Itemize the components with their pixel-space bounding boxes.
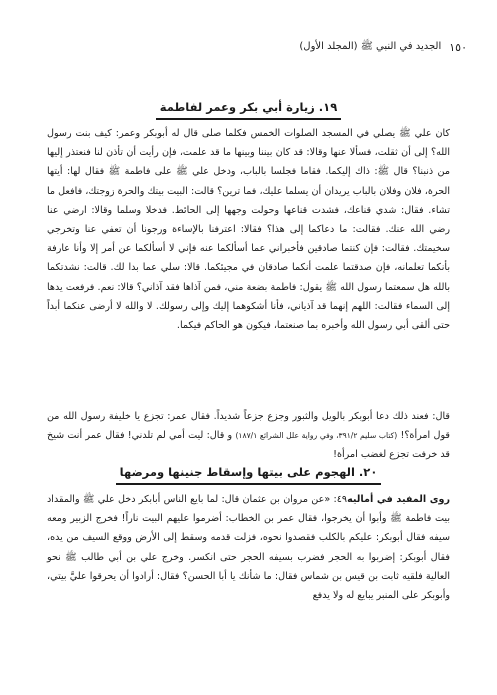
running-title: الجديد في النبي ﷺ (المجلد الأول) — [299, 41, 442, 52]
body-paragraph-conclusion — [47, 407, 450, 465]
section-title: ٢٠. الهجوم على بيتها وإسقاط جنينها ومرضها — [116, 465, 382, 485]
paragraph-text: ٤٩: «عن مروان بن عثمان قال: لما بايع الناس أبابكر دخل علي ﷺ والمقداد بيت فاطمة ﷺ وأبوا أن يخرجوا، فقال عمر بن الخطاب: أضرموا عليهم البيت ناراً! فخرج الزبير ومعه سيفه فقال أبوبكر: عليكم بالكلب فقصدوا نحوه، فزلت قدمه وسقط إلى الأرض ووقع السيف من يده، فقال أبوبكر: إضربوا به الحجر فضرب بسيفه الحجر حتى انكسر. وخرج علي بن أبي طالب ﷺ نحو العالية فلقيه ثابت بن قيس بن شماس فقال: ما شأنك يا أبا الحسن؟ فقال: أرادوا أن يحرقوا عليَّ بيتي، وأبوبكر على المنبر يبايع له ولا يدفع — [47, 494, 450, 602]
section-heading-20 — [0, 465, 497, 485]
section-title: ١٩. زيارة أبي بكر وعمر لفاطمة — [156, 100, 341, 120]
section-heading-19 — [0, 100, 497, 120]
paragraph-text: قال: فعند ذلك دعا أبوبكر بالويل والثبور وجزع جزعاً شديداً. فقال عمر: تجزع يا خليفة رسول الله من قول امرأة؟! — [47, 411, 450, 442]
citation-reference: (كتاب سليم ٣٩١/٢، وفي رواية علل الشرائع ١٨٧/١) — [235, 431, 398, 441]
source-citation: روى المفيد في أماليه — [347, 494, 450, 505]
running-header — [30, 40, 467, 54]
paragraph-text-end: و قال: ليت أمي لم تلدني! فقال عمر أنت شيخ قد خرفت تجزع لغضب امرأة! — [47, 430, 450, 461]
body-paragraph: كان علي ﷺ يصلي في المسجد الصلوات الخمس فكلما صلى قال له أبوبكر وعمر: كيف بنت رسول الله؟ إلى أن ثقلت، فسألا عنها وقالا: قد كان بيننا وبينها ما قد علمت، فإن رأيت أن تأذن لنا فنعتذر إليها من ذنبنا؟ قال ﷺ: ذاك إليكما. فقاما فجلسا بالباب، ودخل علي ﷺ على فاطمة ﷺ فقال لها: أيتها الحرة، فلان وفلان بالباب يريدان أن يسلما عليك، فما ترين؟ قالت: البيت بيتك والحرة زوجتك، فافعل ما تشاء. فقال: شدي قناعك، فشدت قناعها وحولت وجهها إلى الحائط. فدخلا وسلما وقالا: ارضي عنا رضي الله عنك. فقالت: ما دعاكما إلى هذا؟ فقالا: اعترفنا بالإساءة ورجونا أن تعفي عنا وتخرجي سخيمتك. فقالت: فإن كنتما صادقين فأخبراني عما أسألكما عنه فإني لا أسألكما عن أمر إلا وأنا عارفة بأنكما تعلمانه، فإن صدقتما علمت أنكما صادقان في مجيئكما. قالا: سلي عما بدا لك. قالت: نشدتكما بالله هل سمعتما رسول الله ﷺ يقول: فاطمة بضعة مني، فمن آذاها فقد آذاني؟ قالا: نعم. فرفعت يدها إلى السماء فقالت: اللهم إنهما قد آذياني، فأنا أشكوهما إليك وإلى رسولك. لا والله لا أرضى عنكما أبداً حتى ألقى أبي رسول الله وأخبره بما صنعتما، فيكون هو الحاكم فيكما. — [47, 128, 450, 332]
body-paragraph — [47, 490, 450, 605]
page-number: ١٥٠ — [449, 40, 467, 54]
